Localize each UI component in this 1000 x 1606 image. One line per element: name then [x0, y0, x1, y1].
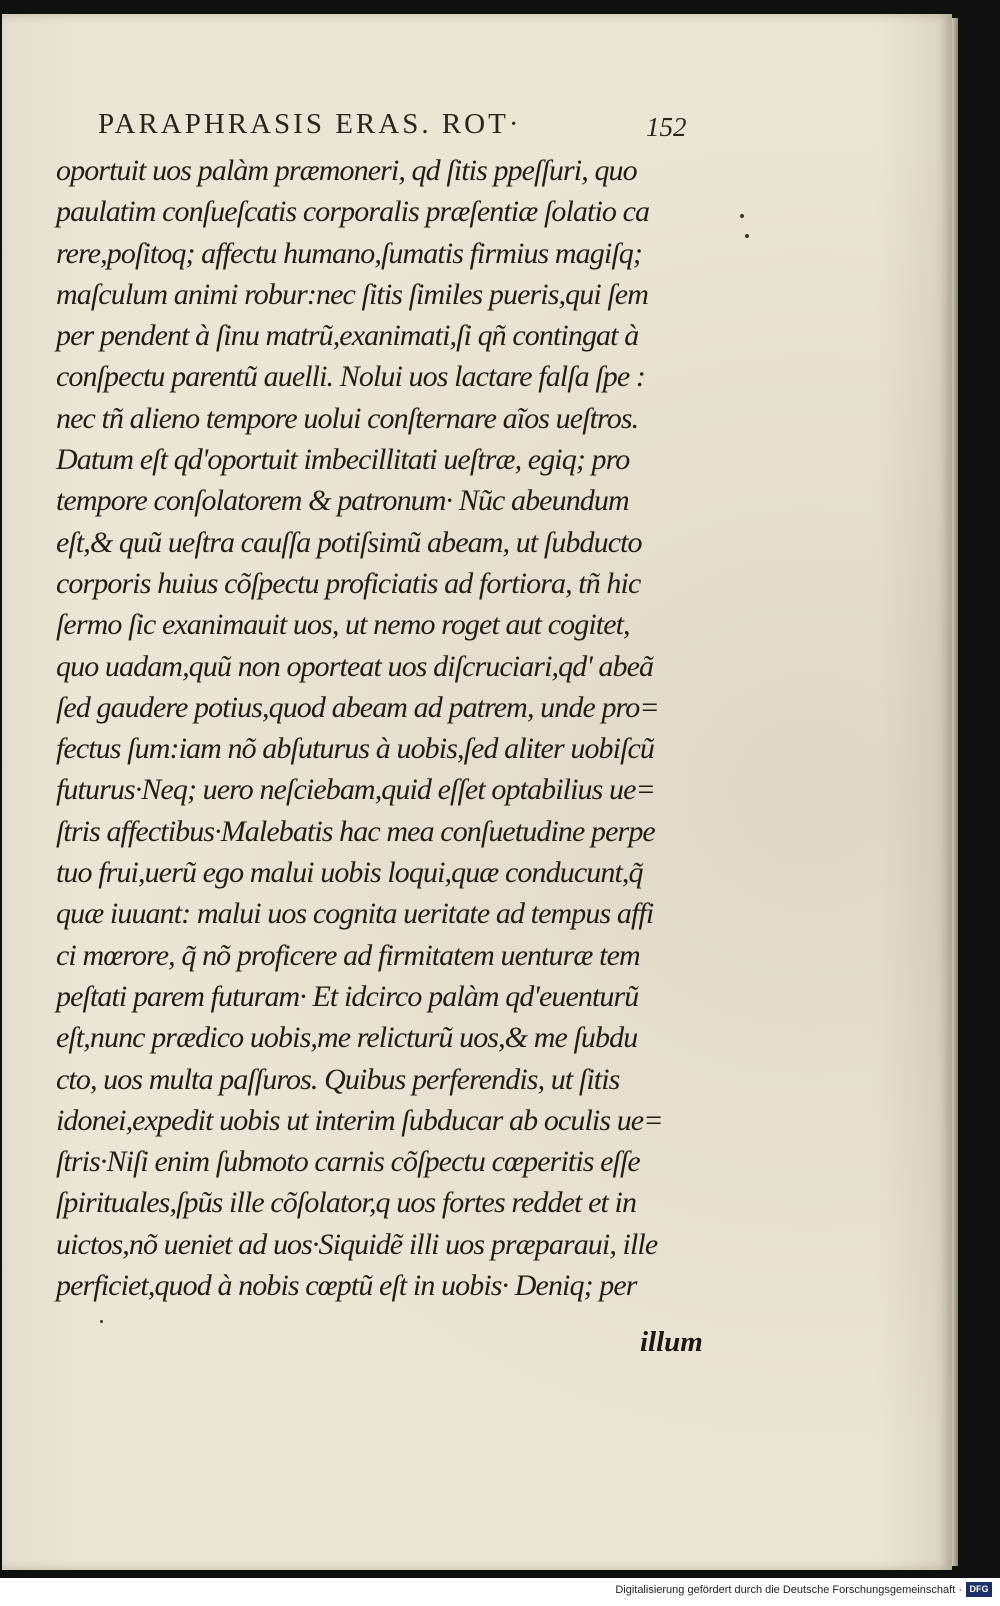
text-line: futurus·Neq; uero neſciebam,quid eſſet optabilius ue=: [56, 773, 655, 807]
ink-speck: [100, 1320, 103, 1323]
text-line: conſpectu parentũ auelli. Nolui uos lactare falſa ſpe :: [56, 360, 646, 394]
folio-number: 152: [646, 112, 687, 142]
text-line: corporis huius cõſpectu proficiatis ad fortiora, tñ hic: [56, 566, 641, 600]
text-line: nec tñ alieno tempore uolui conſternare aĩos ueſtros.: [56, 401, 639, 435]
text-line: per pendent à ſinu matrũ,exanimati,ſi qñ contingat à: [56, 319, 639, 353]
text-line: eſt,nunc prædico uobis,me relicturũ uos,& me ſubdu: [56, 1021, 638, 1055]
text-line: quo uadam,quũ non oporteat uos diſcruciari,qd' abeã: [56, 649, 654, 683]
text-line: peſtati parem futuram· Et idcirco palàm qd'euenturũ: [56, 979, 639, 1013]
running-title: PARAPHRASIS ERAS. ROT·: [98, 108, 522, 140]
text-line: ſed gaudere potius,quod abeam ad patrem, unde pro=: [56, 690, 659, 724]
text-block: [56, 150, 716, 1306]
text-line: ſtris·Niſi enim ſubmoto carnis cõſpectu cœperitis eſſe: [56, 1145, 640, 1179]
text-line: fectus ſum:iam nõ abſuturus à uobis,ſed aliter uobiſcũ: [56, 732, 655, 766]
text-line: eſt,& quũ ueſtra cauſſa potiſsimũ abeam, ut ſubducto: [56, 525, 642, 559]
running-head: [98, 108, 718, 148]
text-line: cto, uos multa paſſuros. Quibus perferendis, ut ſitis: [56, 1062, 620, 1096]
page-edge: [952, 18, 958, 1566]
text-line: uictos,nõ ueniet ad uos·Siquidẽ illi uos præparaui, ille: [56, 1227, 658, 1261]
text-line: ſpirituales,ſpũs ille cõſolator,q uos fortes reddet et in: [56, 1186, 637, 1220]
text-line: tuo frui,uerũ ego malui uobis loqui,quæ conducunt,q̃: [56, 856, 643, 890]
text-line: ci mœrore, q̃ nõ proficere ad firmitatem uenturæ tem: [56, 938, 640, 972]
text-line: Datum eſt qd'oportuit imbecillitati ueſtræ, egiq; pro: [56, 443, 630, 477]
text-line: ſermo ſic exanimauit uos, ut nemo roget aut cogitet,: [56, 608, 630, 642]
text-line: quæ iuuant: malui uos cognita ueritate ad tempus affi: [56, 897, 654, 931]
text-line: oportuit uos palàm præmoneri, qd ſitis ppeſſuri, quo: [56, 154, 637, 187]
text-line: paulatim conſueſcatis corporalis præſentiæ ſolatio ca: [56, 195, 650, 229]
text-line: ſtris affectibus·Malebatis hac mea conſuetudine perpe: [56, 814, 655, 848]
text-line: rere,poſitoq; affectu humano,ſumatis firmius magiſq;: [56, 236, 642, 270]
dfg-logo: DFG: [966, 1582, 992, 1597]
digitization-credit: Digitalisierung gefördert durch die Deutsche Forschungsgemeinschaft ·: [615, 1584, 962, 1596]
ink-speck: [745, 234, 749, 238]
ink-speck: [740, 214, 744, 218]
text-line: idonei,expedit uobis ut interim ſubducar ab oculis ue=: [56, 1103, 663, 1137]
text-line: tempore conſolatorem & patronum· Nũc abeundum: [56, 484, 629, 518]
catchword: illum: [640, 1326, 703, 1358]
text-line: maſculum animi robur:nec ſitis ſimiles pueris,qui ſem: [56, 277, 648, 311]
text-line: perficiet,quod à nobis cœptũ eſt in uobis· Deniq; per: [56, 1269, 637, 1303]
